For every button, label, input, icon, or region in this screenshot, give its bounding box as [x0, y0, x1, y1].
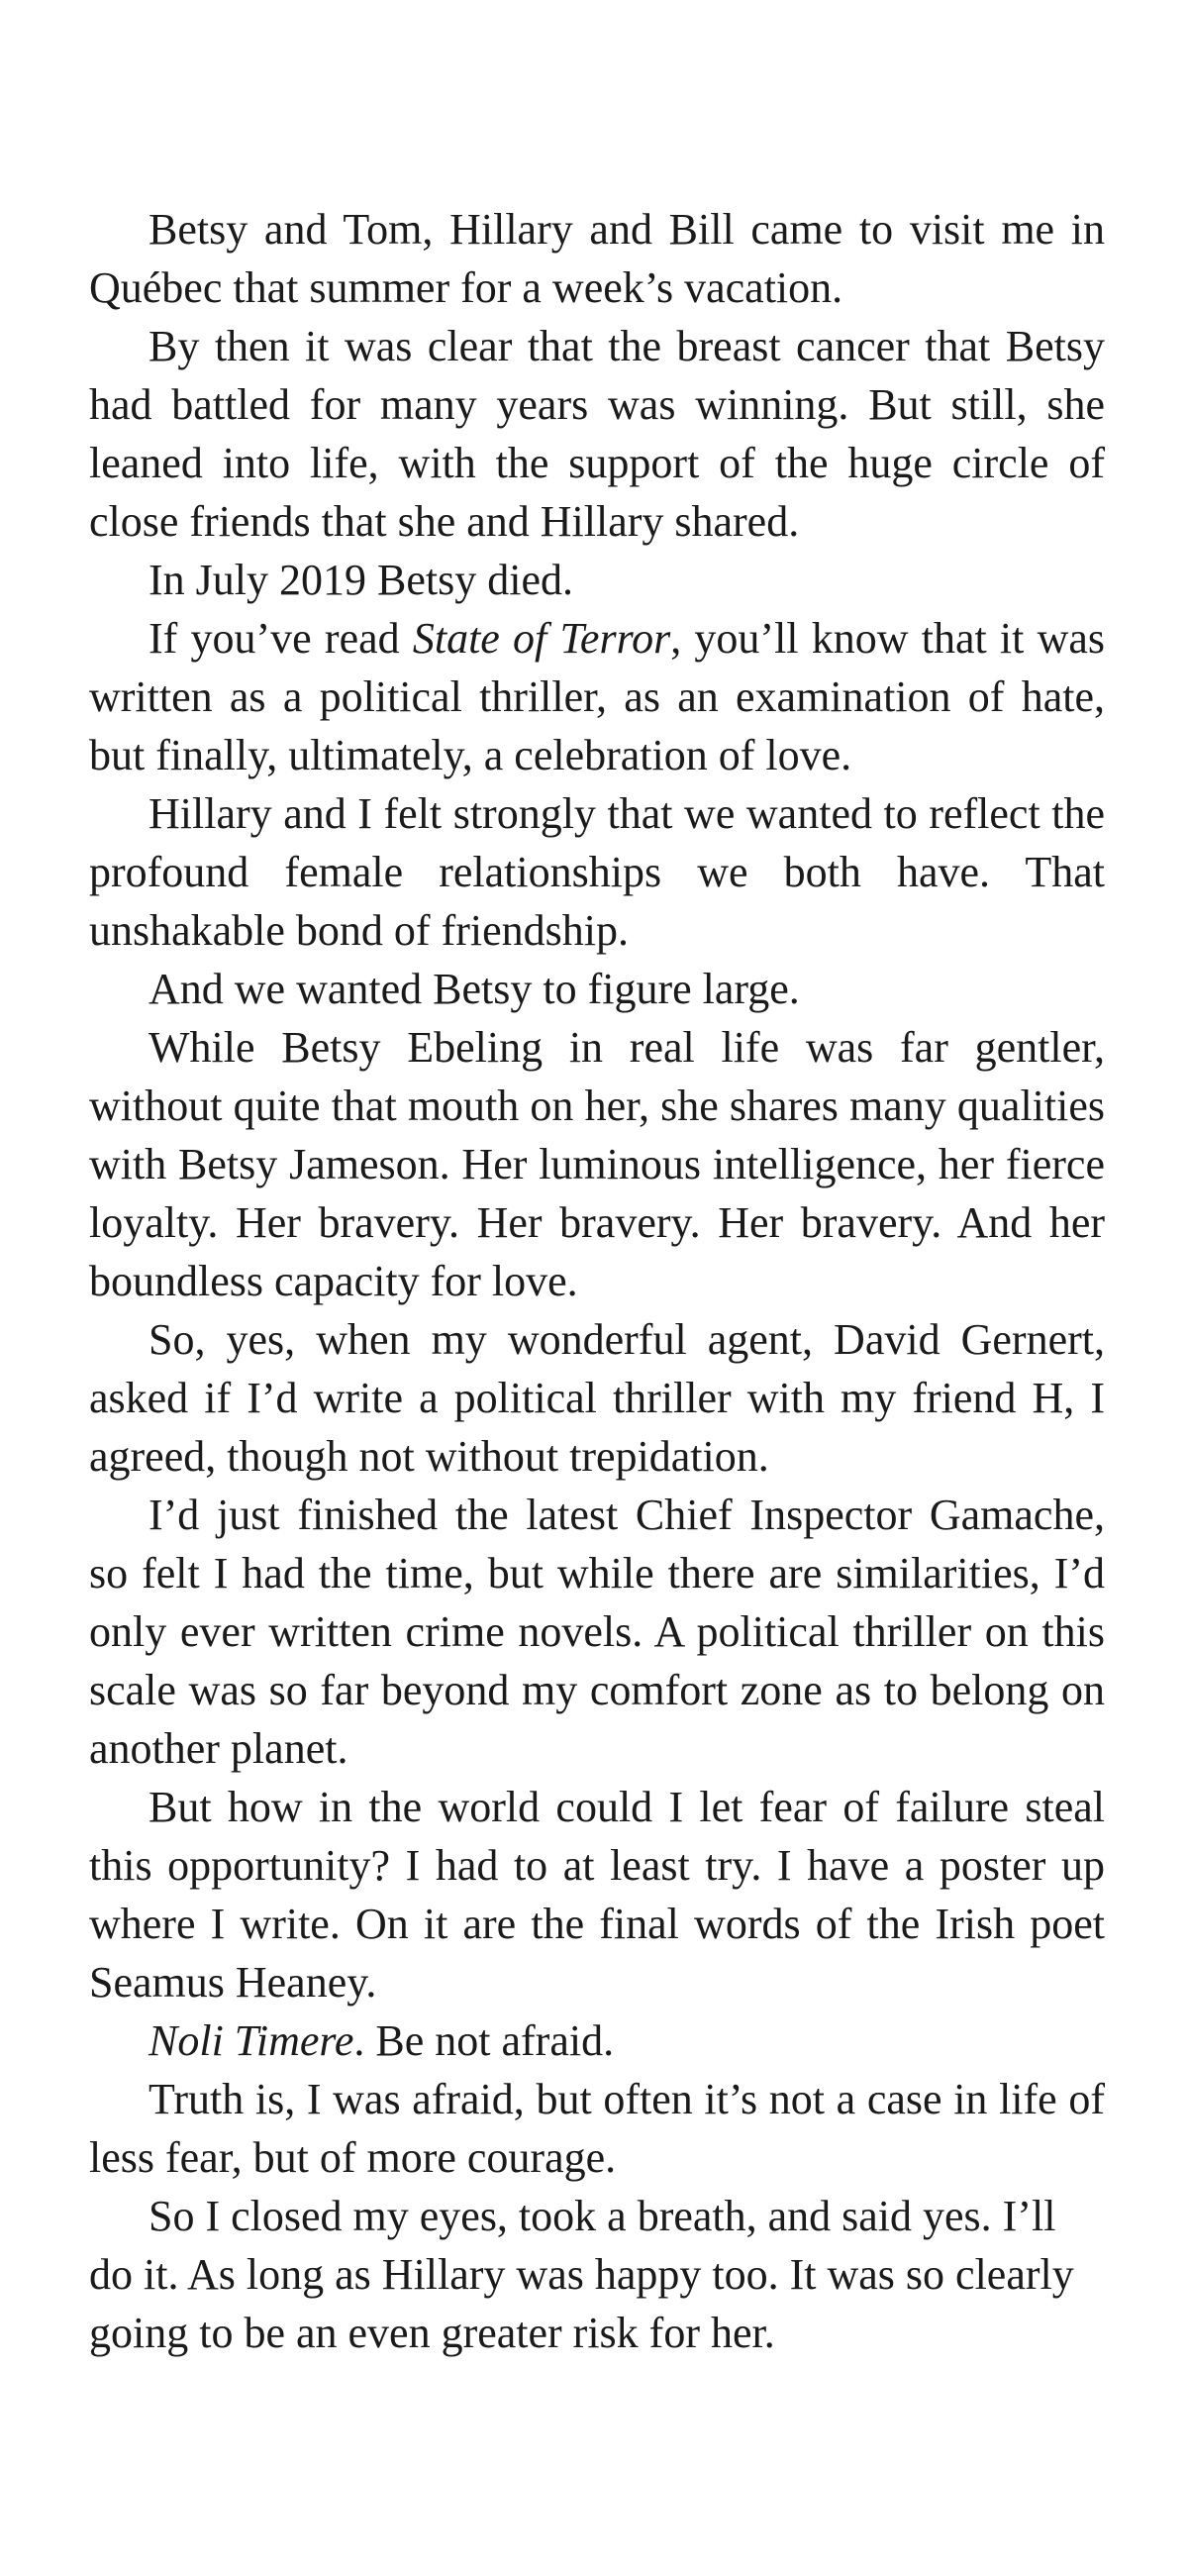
paragraph-betsy-figure-large: And we wanted Betsy to figure large. [148, 965, 800, 1013]
latin-phrase-noli-timere: Noli Timere [148, 2016, 354, 2065]
paragraph-david-gernert: So, yes, when my wonderful agent, David Gernert, asked if I’d write a political thriller with my friend H, I agreed, though not without trepidation. [89, 1315, 1105, 1481]
paragraph-state-of-terror: If you’ve read State of Terror, you’ll know that it was written as a political thriller, as an examination of hate, but finally, ultimately, a celebration of love. [89, 614, 1106, 779]
paragraph-noli-timere: Noli Timere. Be not afraid. [148, 2016, 615, 2065]
paragraph-said-yes: So I closed my eyes, took a breath, and said yes. I’ll do it. As long as Hillary was happy too. It was so clearly going to be an even greater risk for her. [89, 2192, 1074, 2357]
book-title-state-of-terror: State of Terror [412, 614, 671, 663]
paragraph-chief-inspector-gamache: I’d just finished the latest Chief Inspector Gamache, so felt I had the time, but while there are similarities, I’d only ever written crime novels. A political thriller on this scale was so far beyond my comfort zone as to belong on another planet. [89, 1491, 1105, 1773]
paragraph-truth-afraid: Truth is, I was afraid, but often it’s not a case in life of less fear, but of more courage. [89, 2075, 1105, 2182]
paragraph-betsy-ebeling: While Betsy Ebeling in real life was far gentler, without quite that mouth on her, she shares many qualities with Betsy Jameson. Her luminous intelligence, her fierce loyalty. Her bravery. Her bravery. Her bravery. And her boundless capacity for love. [89, 1023, 1105, 1305]
paragraph-betsy-died: In July 2019 Betsy died. [148, 556, 573, 604]
book-page-body [89, 200, 1105, 2362]
paragraph-breast-cancer: By then it was clear that the breast cancer that Betsy had battled for many years was winning. But still, she leaned into life, with the support of the huge circle of close friends that she and Hillary shared. [89, 322, 1105, 546]
paragraph-female-relationships: Hillary and I felt strongly that we wanted to reflect the profound female relationships we both have. That unshakable bond of friendship. [89, 789, 1105, 955]
paragraph-seamus-heaney: But how in the world could I let fear of failure steal this opportunity? I had to at least try. I have a poster up where I write. On it are the final words of the Irish poet Seamus Heaney. [89, 1783, 1105, 2007]
paragraph-visit-quebec: Betsy and Tom, Hillary and Bill came to visit me in Québec that summer for a week’s vacation. [89, 205, 1105, 312]
